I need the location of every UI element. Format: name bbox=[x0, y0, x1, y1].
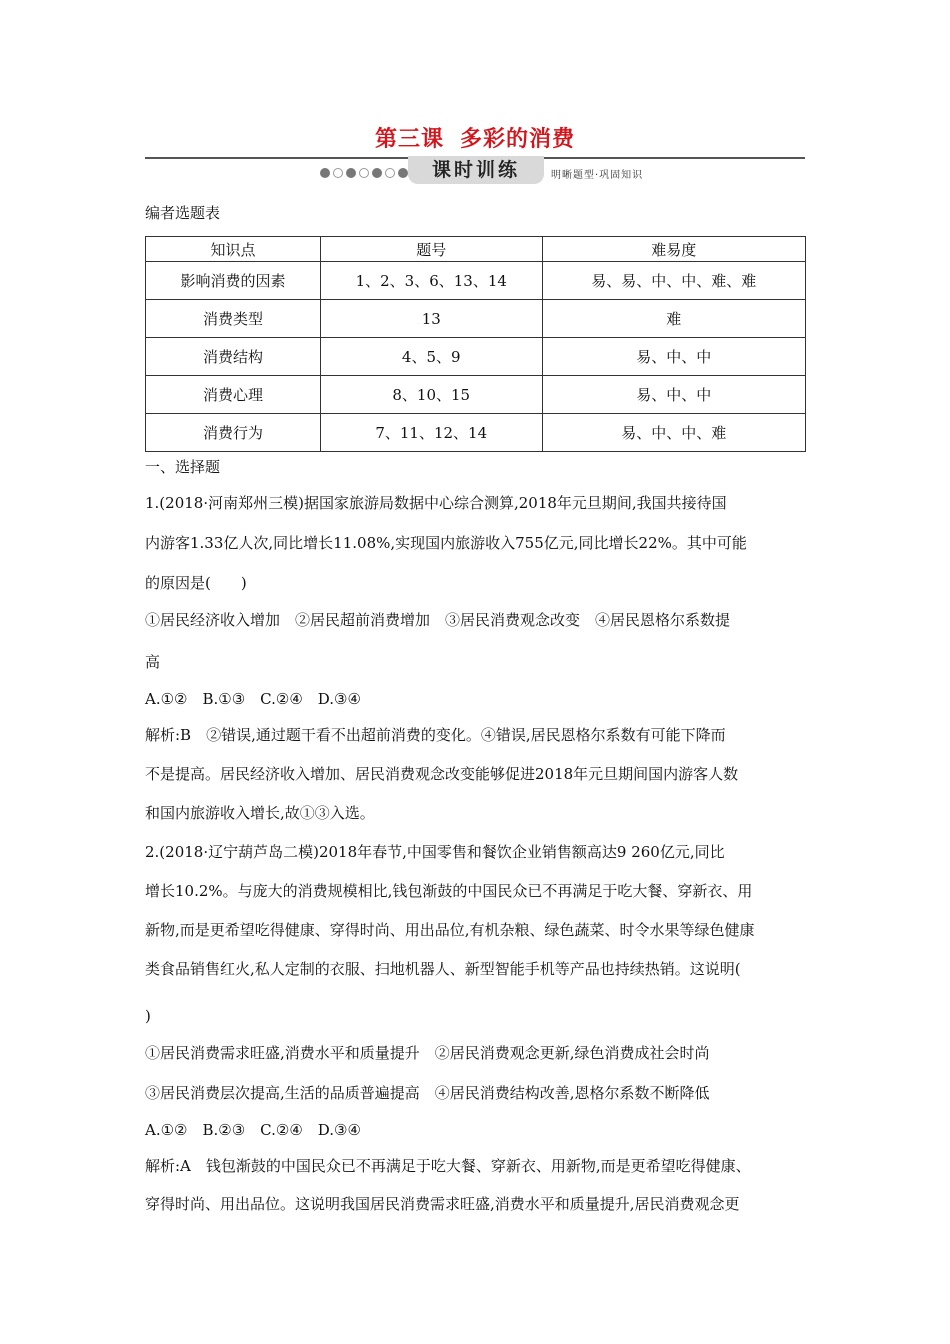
question-2-text: 新物,而是更希望吃得健康、穿得时尚、用出品位,有机杂粮、绿色蔬菜、时令水果等绿色健康 bbox=[145, 921, 755, 939]
table-cell: 7、11、12、14 bbox=[320, 414, 542, 452]
table-cell: 8、10、15 bbox=[320, 376, 542, 414]
table-cell: 易、易、中、中、难、难 bbox=[542, 262, 805, 300]
question-1-analysis: 解析:B ②错误,通过题干看不出超前消费的变化。④错误,居民恩格尔系数有可能下降而 bbox=[145, 726, 726, 744]
lesson-title: 多彩的消费 bbox=[460, 127, 576, 152]
table-header-row bbox=[146, 237, 806, 262]
question-1-analysis: 和国内旅游收入增长,故①③入选。 bbox=[145, 804, 375, 822]
question-2-analysis: 穿得时尚、用出品位。这说明我国居民消费需求旺盛,消费水平和质量提升,居民消费观念更 bbox=[145, 1195, 740, 1213]
question-2-text: 2.(2018·辽宁葫芦岛二模)2018年春节,中国零售和餐饮企业销售额高达9 260亿元,同比 bbox=[145, 843, 725, 861]
table-cell: 难 bbox=[542, 300, 805, 338]
table-label: 编者选题表 bbox=[145, 204, 221, 222]
table-cell: 易、中、中 bbox=[542, 338, 805, 376]
question-2-text: ) bbox=[145, 1007, 151, 1025]
section-banner: 课时训练 bbox=[408, 156, 544, 184]
table-cell: 消费行为 bbox=[146, 414, 321, 452]
banner-subtitle: 明晰题型·巩固知识 bbox=[551, 170, 644, 181]
table-cell: 影响消费的因素 bbox=[146, 262, 321, 300]
question-2-analysis: 解析:A 钱包渐鼓的中国民众已不再满足于吃大餐、穿新衣、用新物,而是更希望吃得健康、 bbox=[145, 1157, 751, 1175]
table-cell: 消费心理 bbox=[146, 376, 321, 414]
table-row bbox=[146, 376, 806, 414]
table-cell: 易、中、中 bbox=[542, 376, 805, 414]
question-1-text: 的原因是( ) bbox=[145, 574, 247, 592]
question-1-text: 内游客1.33亿人次,同比增长11.08%,实现国内旅游收入755亿元,同比增长22%。其中可能 bbox=[145, 534, 747, 552]
decorative-dots bbox=[320, 168, 408, 178]
table-cell: 消费结构 bbox=[146, 338, 321, 376]
question-2-options: ③居民消费层次提高,生活的品质普遍提高 ④居民消费结构改善,恩格尔系数不断降低 bbox=[145, 1084, 710, 1102]
question-1-options: ①居民经济收入增加 ②居民超前消费增加 ③居民消费观念改变 ④居民恩格尔系数提 bbox=[145, 611, 731, 629]
table-cell: 4、5、9 bbox=[320, 338, 542, 376]
table-header: 题号 bbox=[320, 237, 542, 262]
question-1-text: 1.(2018·河南郑州三模)据国家旅游局数据中心综合测算,2018年元旦期间,我国共接待国 bbox=[145, 494, 727, 512]
question-1-options: 高 bbox=[145, 653, 161, 671]
table-row bbox=[146, 300, 806, 338]
question-1-choices: A.①② B.①③ C.②④ D.③④ bbox=[145, 690, 361, 708]
table-row bbox=[146, 262, 806, 300]
question-2-text: 增长10.2%。与庞大的消费规模相比,钱包渐鼓的中国民众已不再满足于吃大餐、穿新衣、用 bbox=[145, 882, 753, 900]
question-1-analysis: 不是提高。居民经济收入增加、居民消费观念改变能够促进2018年元旦期间国内游客人数 bbox=[145, 765, 739, 783]
table-cell: 消费类型 bbox=[146, 300, 321, 338]
table-header: 知识点 bbox=[146, 237, 321, 262]
topic-table bbox=[145, 236, 806, 452]
table-row bbox=[146, 414, 806, 452]
table-cell: 易、中、中、难 bbox=[542, 414, 805, 452]
question-2-text: 类食品销售红火,私人定制的衣服、扫地机器人、新型智能手机等产品也持续热销。这说明( bbox=[145, 960, 741, 978]
question-2-choices: A.①② B.②③ C.②④ D.③④ bbox=[145, 1121, 361, 1139]
table-cell: 1、2、3、6、13、14 bbox=[320, 262, 542, 300]
table-row bbox=[146, 338, 806, 376]
lesson-number: 第三课 bbox=[374, 127, 444, 152]
table-header: 难易度 bbox=[542, 237, 805, 262]
page-title bbox=[0, 122, 950, 153]
section-heading: 一、选择题 bbox=[145, 458, 221, 476]
table-cell: 13 bbox=[320, 300, 542, 338]
question-2-options: ①居民消费需求旺盛,消费水平和质量提升 ②居民消费观念更新,绿色消费成社会时尚 bbox=[145, 1044, 710, 1062]
